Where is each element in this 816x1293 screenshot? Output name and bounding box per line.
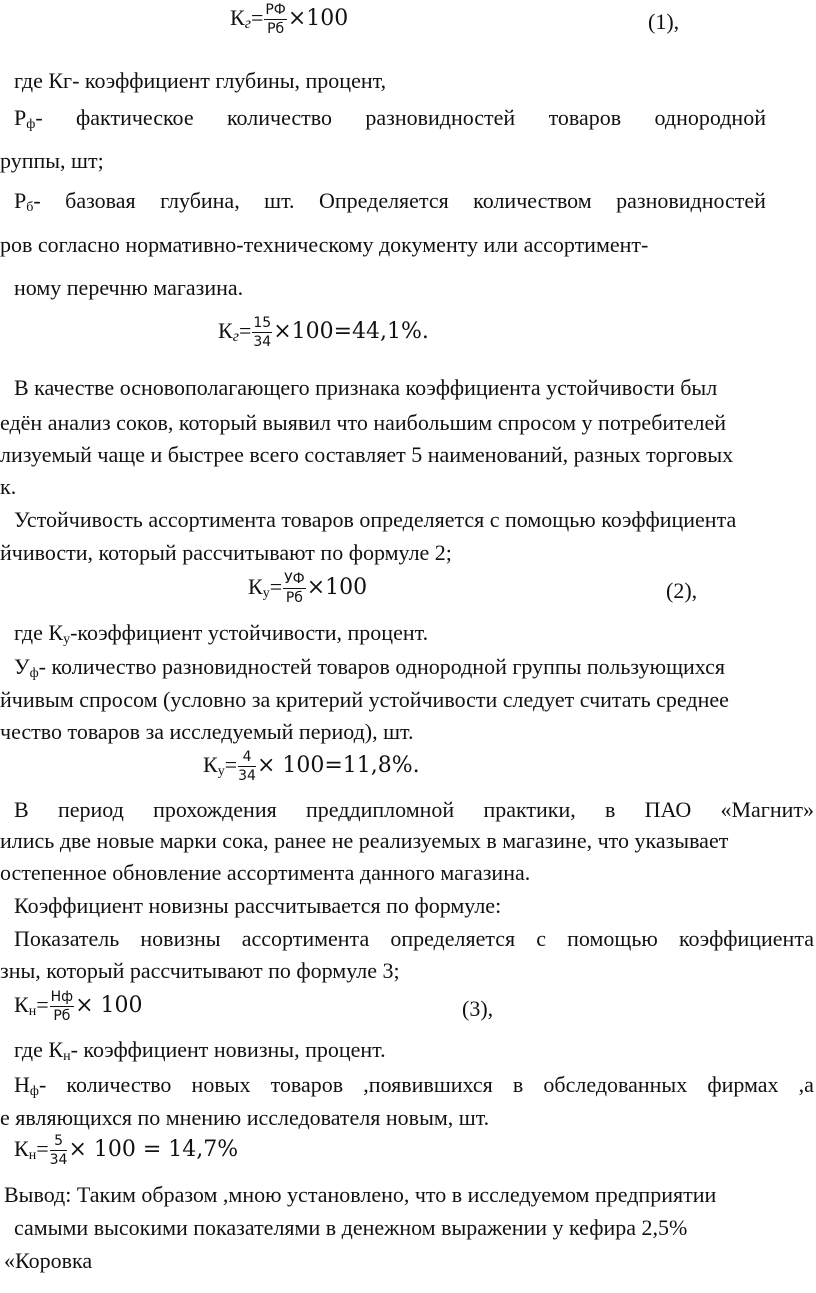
formula-3-lhs: К xyxy=(14,992,29,1017)
formula-1-numerator: РФ xyxy=(265,2,286,19)
def-nf xyxy=(14,1070,814,1107)
formula-2-sub: у xyxy=(262,586,270,601)
def-pb-prefix: Р xyxy=(14,188,27,213)
formula-2-eq: = xyxy=(269,574,283,599)
calc-3-numerator: 5 xyxy=(50,1134,68,1151)
def-nf-symbol xyxy=(14,1070,46,1107)
para-5-word: ассортимента xyxy=(241,926,370,951)
def-pb-word: шт. xyxy=(264,188,295,213)
def-ky xyxy=(14,618,428,655)
calc-1-eq: = xyxy=(238,318,252,343)
def-uf-text: - количество разновидностей товаров однородной группы пользующихся xyxy=(38,654,726,679)
calc-1-rhs: ×100=44,1%. xyxy=(273,319,429,344)
def-nf-word: новых xyxy=(191,1072,251,1097)
formula-3-numerator: Нф xyxy=(50,989,74,1006)
calc-2-denominator: 34 xyxy=(238,768,256,785)
formula-3-tag: (3), xyxy=(462,996,494,1021)
def-pb-cont-1: ров согласно нормативно-техническому документу или ассортимент- xyxy=(0,232,649,257)
formula-1-denominator: Рб xyxy=(267,21,285,38)
para-3-word: в xyxy=(605,797,616,822)
def-uf-sub: ф xyxy=(29,666,39,681)
calc-1 xyxy=(218,316,429,352)
def-pf-word: товаров xyxy=(548,105,622,130)
formula-3-eq: = xyxy=(36,992,49,1017)
def-ky-text: -коэффициент устойчивости, процент. xyxy=(70,620,429,645)
calc-3-eq: = xyxy=(36,1136,49,1161)
def-nf-word: товаров xyxy=(270,1072,344,1097)
def-pf-word: разновидностей xyxy=(365,105,516,130)
formula-2-numerator: УФ xyxy=(284,571,305,588)
def-kg: где Кг- коэффициент глубины, процент, xyxy=(14,68,387,93)
para-5-word: с xyxy=(536,926,547,951)
para-1-line-2: едён анализ соков, который выявил что наибольшим спросом у потребителей xyxy=(0,410,727,435)
def-pf-sub: ф xyxy=(26,117,36,132)
para-3-word: В xyxy=(14,797,29,822)
para-3-line-2: ились две новые марки сока, ранее не реализуемых в магазине, что указывает xyxy=(0,828,729,853)
para-3-line-3: остепенное обновление ассортимента данного магазина. xyxy=(0,860,531,885)
calc-3-rhs: × 100 = 14,7% xyxy=(68,1137,239,1162)
def-pb-word: разновидностей xyxy=(616,188,766,213)
formula-1-fraction xyxy=(264,3,287,36)
def-nf-word: ,а xyxy=(798,1072,814,1097)
def-uf xyxy=(14,652,725,689)
formula-2 xyxy=(248,572,367,609)
def-pb-word: - xyxy=(33,188,41,213)
def-pf-word: - xyxy=(35,105,43,130)
para-4: Коэффициент новизны рассчитывается по формуле: xyxy=(14,893,502,918)
conclusion-line-2: самыми высокими показателями в денежном выражении у кефира 2,5% xyxy=(14,1215,688,1240)
calc-1-lhs: К xyxy=(218,318,233,343)
para-2-line-1: Устойчивость ассортимента товаров определяется с помощью коэффициента xyxy=(14,507,737,532)
para-5-word: коэффициента xyxy=(678,926,814,951)
para-1-line-3: лизуемый чаще и быстрее всего составляет 5 наименований, разных торговых xyxy=(0,442,734,467)
para-3-word: преддипломной xyxy=(305,797,455,822)
formula-1-tag: (1), xyxy=(648,9,680,34)
def-pf-prefix: Р xyxy=(14,105,27,130)
formula-2-rhs: ×100 xyxy=(306,575,368,600)
formula-2-tag: (2), xyxy=(666,578,698,603)
conclusion-line-3: «Коровка xyxy=(4,1248,93,1273)
calc-1-numerator: 15 xyxy=(253,315,272,332)
def-nf-word: - xyxy=(38,1072,47,1097)
para-3-word: прохождения xyxy=(153,797,277,822)
def-kn-prefix: где К xyxy=(14,1037,64,1062)
def-nf-word: ,появившихся xyxy=(363,1072,493,1097)
calc-2-eq: = xyxy=(224,752,238,777)
def-uf-cont-1: йчивым спросом (условно за критерий устойчивости следует считать среднее xyxy=(0,687,729,712)
def-pb-word: Определяется xyxy=(318,188,449,213)
calc-3 xyxy=(14,1134,238,1171)
formula-1 xyxy=(230,3,348,39)
conclusion-line-1: Вывод: Таким образом ,мною установлено, что в исследуемом предприятии xyxy=(4,1182,717,1207)
def-nf-prefix: Н xyxy=(14,1072,30,1097)
formula-1-sub: г xyxy=(244,15,251,32)
def-ky-sub: у xyxy=(63,632,71,647)
para-5-word: определяется xyxy=(390,926,516,951)
para-1-line-4: к. xyxy=(0,474,17,499)
def-pf-word: однородной xyxy=(654,105,766,130)
def-pb-word: базовая xyxy=(65,188,136,213)
calc-1-sub: г xyxy=(232,328,239,345)
calc-2-numerator: 4 xyxy=(238,750,256,767)
formula-2-denominator: Рб xyxy=(285,590,303,607)
calc-1-fraction xyxy=(252,316,272,349)
para-5-line-2: зны, который рассчитывают по формуле 3; xyxy=(0,958,400,983)
def-uf-prefix: У xyxy=(14,654,30,679)
para-5-word: помощью xyxy=(567,926,658,951)
formula-1-eq: = xyxy=(250,5,264,30)
calc-3-denominator: 34 xyxy=(49,1152,68,1169)
def-kn-sub: н xyxy=(63,1049,71,1064)
calc-2-sub: у xyxy=(217,764,225,779)
formula-1-lhs: К xyxy=(230,5,245,30)
def-kn xyxy=(14,1035,386,1072)
calc-2 xyxy=(203,750,420,787)
def-pb-word: количеством xyxy=(473,188,592,213)
formula-2-fraction xyxy=(283,572,306,605)
para-3-word: «Магнит» xyxy=(720,797,814,822)
para-5-word: новизны xyxy=(140,926,221,951)
formula-3-fraction xyxy=(50,990,75,1023)
def-pf-symbol xyxy=(14,103,43,140)
para-3-word: практики, xyxy=(483,797,576,822)
def-nf-word: обследованных xyxy=(543,1072,688,1097)
formula-3-rhs: × 100 xyxy=(75,993,143,1018)
def-uf-cont-2: чество товаров за исследуемый период), шт. xyxy=(0,719,414,744)
calc-2-fraction xyxy=(238,750,256,783)
para-3-word: ПАО xyxy=(644,797,692,822)
calc-2-lhs: К xyxy=(203,752,218,777)
para-1-line-1: В качестве основополагающего признака коэффициента устойчивости был xyxy=(14,375,718,400)
formula-3-denominator: Рб xyxy=(53,1008,71,1025)
formula-2-lhs: К xyxy=(248,574,263,599)
def-kn-text: - коэффициент новизны, процент. xyxy=(70,1037,386,1062)
calc-1-denominator: 34 xyxy=(253,334,272,351)
def-nf-sub: ф xyxy=(29,1084,39,1099)
para-3-line-1 xyxy=(14,795,814,825)
para-3-word: период xyxy=(57,797,124,822)
formula-3-sub: н xyxy=(28,1004,37,1019)
def-pb-symbol xyxy=(14,186,41,223)
para-2-line-2: йчивости, который рассчитывают по формуле 2; xyxy=(0,540,452,565)
def-ky-prefix: где К xyxy=(14,620,64,645)
def-nf-word: количество xyxy=(66,1072,172,1097)
para-5-line-1 xyxy=(14,924,814,954)
calc-3-sub: н xyxy=(28,1148,37,1163)
def-pb-sub: б xyxy=(26,200,34,215)
calc-2-rhs: × 100=11,8%. xyxy=(256,753,420,778)
def-nf-word: фирмах xyxy=(707,1072,779,1097)
para-5-word: Показатель xyxy=(14,926,120,951)
def-pb-word: глубина, xyxy=(160,188,240,213)
def-pf-word: фактическое xyxy=(76,105,194,130)
def-pf xyxy=(14,103,766,140)
calc-3-lhs: К xyxy=(14,1136,29,1161)
formula-3 xyxy=(14,990,143,1027)
def-pf-cont: руппы, шт; xyxy=(0,148,104,173)
formula-1-rhs: ×100 xyxy=(287,6,349,31)
def-pb-cont-2: ному перечню магазина. xyxy=(14,275,244,300)
def-nf-cont: е являющихся по мнению исследователя новым, шт. xyxy=(0,1105,490,1130)
def-nf-word: в xyxy=(512,1072,524,1097)
def-pb xyxy=(14,186,766,223)
def-pf-word: количество xyxy=(226,105,332,130)
calc-3-fraction xyxy=(50,1134,68,1167)
